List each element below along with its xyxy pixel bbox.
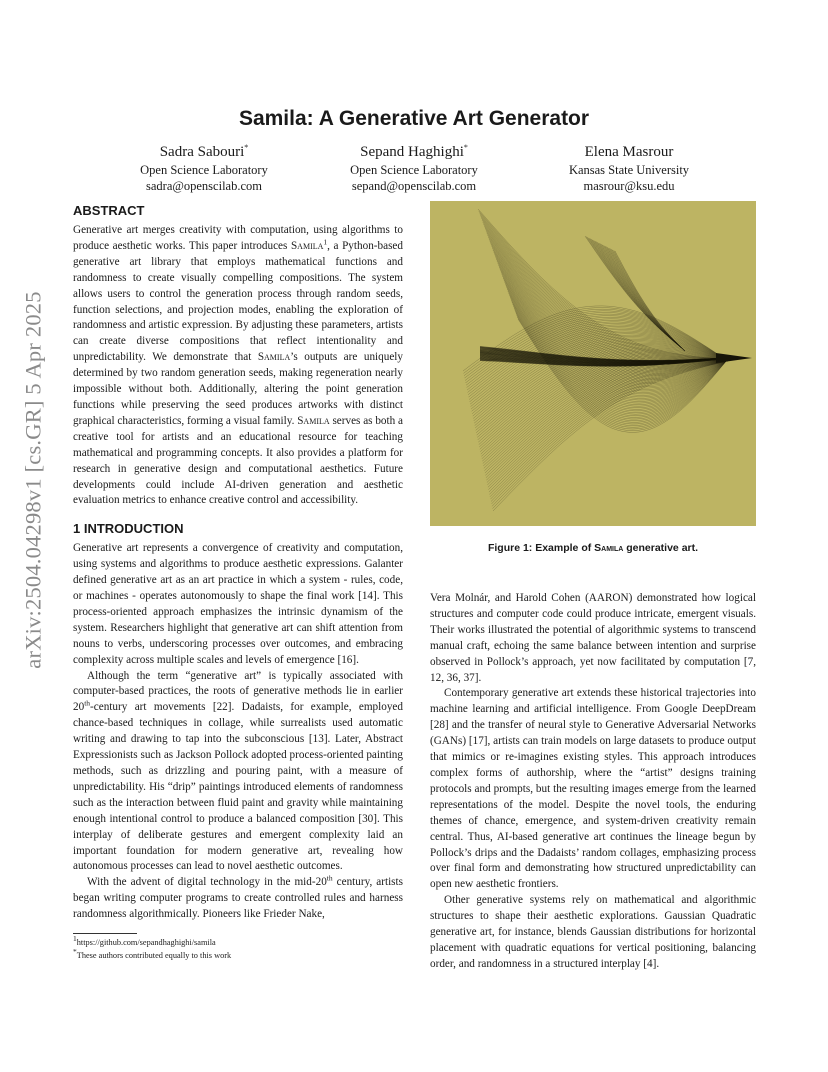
author-affiliation: Open Science Laboratory bbox=[140, 163, 268, 177]
author-3 bbox=[519, 142, 739, 194]
right-column bbox=[430, 591, 756, 973]
author-affiliation: Kansas State University bbox=[568, 163, 690, 177]
footnote-link[interactable]: https://github.com/sepandhaghighi/samila bbox=[76, 938, 216, 947]
author-email[interactable]: sadra@openscilab.com bbox=[146, 179, 262, 193]
author-email[interactable]: sepand@openscilab.com bbox=[351, 179, 477, 193]
footnotes bbox=[73, 933, 403, 962]
intro-paragraph-1: Generative art represents a convergence of creativity and computation, using systems and algorithms to produce aesthetic expressions. Galanter defined generative art as an art practice in which a system - rules, code, or machines - operates autonomously to shape the final work [14]. This process-oriented approach emphasizes the intrinsic dynamism of the system. Researchers highlight that generative art can shift attention from nouns to verbs, underscoring processes over outcomes, and embracing complexity across multiple scales and levels of emergence [16]. bbox=[73, 542, 403, 666]
figure-caption: Figure 1: Example of Samila generative art. bbox=[487, 542, 699, 554]
abstract-heading: ABSTRACT bbox=[73, 203, 145, 218]
author-affiliation: Open Science Laboratory bbox=[350, 163, 478, 177]
figure-samila-art bbox=[430, 201, 756, 526]
abstract-text: Generative art merges creativity with computation, using algorithms to produce aesthetic works. This paper introduces Samila$^1$, a Python-based generative art library that employs mathematical functions and randomness to create visually compelling compositions. The system allows users to control the generation process through random seeds, function selections, and projection modes, enabling the exploration of randomness and artistic expression. By adjusting these parameters, artists can create diverse compositions that reflect intentionality and unpredictability. We demonstrate that Samila’s outputs are uniquely determined by two random generation seeds, making regeneration nearly impossible without both. Additionally, altering the point generation functions while preserving the seed produces artworks with distinct graphical characteristics, forming a visual family. Samila serves as both a creative tool for artists and an educational resource for teaching mathematical and programming concepts. It also provides a platform for research in generative design and computational aesthetics. Future developments could include AI-driven generation and aesthetic evaluation metrics to enhance creative control and accessibility. bbox=[73, 224, 403, 507]
right-paragraph-3: Other generative systems rely on mathematical and algorithmic structures to shape their aesthetic explorations. Gaussian Quadratic generative art, for instance, blends Gaussian distributions for horizontal placement with quadratic equations for vertical positioning, balancing order, and randomness in a structured interplay [4]. bbox=[430, 894, 756, 970]
author-email[interactable]: masrour@ksu.edu bbox=[583, 179, 675, 193]
author-name: Elena Masrour bbox=[584, 144, 674, 160]
footnote-2: *These authors contributed equally to this work bbox=[73, 946, 232, 960]
left-column bbox=[73, 203, 403, 923]
author-2: Sepand Haghighi* Open Science Laboratory sepand@openscilab.com bbox=[304, 142, 524, 194]
right-paragraph-1: Vera Molnár, and Harold Cohen (AARON) demonstrated how logical structures and computer code could produce intricate, emergent visuals. Their works illustrated the potential of algorithmic systems to transcend manual craft, echoing the same balance between intention and surprise observed in Pollock’s approach, yet now facilitated by computation [7, 12, 36, 37]. bbox=[430, 592, 756, 684]
arxiv-stamp: arXiv:2504.04298v1 [cs.GR] 5 Apr 2025 bbox=[21, 291, 46, 669]
footnote-ref[interactable]: 1 bbox=[323, 237, 328, 247]
paper-title: Samila: A Generative Art Generator bbox=[238, 107, 590, 130]
author-name: Sepand Haghighi bbox=[360, 144, 464, 160]
footnote-1: $^1$https://github.com/sepandhaghighi/samila bbox=[73, 934, 216, 947]
right-paragraph-2: Contemporary generative art extends these historical trajectories into machine learning and artificial intelligence. From Google DeepDream [28] and the transfer of neural style to Generative Adversarial Networks (GANs) [17], artists can train models on large datasets to produce output that mimics or re-imagines existing styles. This approach introduces complex forms of authorship, where the “artist” designs training protocols and prompts, but the resulting images emerge from the learned representations of the model. Despite the novel tools, the enduring themes of chance, emergence, and system-driven creativity remain central. Thus, AI-based generative art continues the lineage begun by Pollock’s drips and the Dadaists’ random collages, emphasizing process over final form and demonstrating how structured unpredictability can open new aesthetic frontiers. bbox=[430, 687, 756, 891]
author-name: Sadra Sabouri bbox=[159, 144, 245, 160]
author-1: Sadra Sabouri* Open Science Laboratory sadra@openscilab.com bbox=[94, 142, 314, 194]
generative-art-image bbox=[430, 201, 756, 526]
intro-paragraph-2: Although the term “generative art” is typically associated with computer-based practices, the roots of generative methods lie in earlier 20th-century art movements [22]. Dadaists, for example, employed chance-based techniques in collage, while surrealists used automatic writing and drawing to tap into the subconscious [13]. Later, Abstract Expressionists such as Jackson Pollock adopted process-oriented painting methods, such as drizzling and pouring paint, with a measure of unpredictability. His “drip” paintings introduced elements of randomness such as the interaction between fluid paint and gravity while maintaining enough intentional control to produce a balanced composition [30]. This interplay of deliberate gestures and emergent complexity laid an important foundation for modern generative art, revealing how autonomous processes can lead to novel aesthetic outcomes. bbox=[73, 669, 403, 873]
footnote-rule bbox=[73, 933, 137, 934]
introduction-heading: 1 INTRODUCTION bbox=[73, 521, 184, 537]
intro-paragraph-3: With the advent of digital technology in the mid-20th century, artists began writing computer programs to create controlled rules and harness randomness algorithmically. Pioneers like Frieder Nake, bbox=[73, 873, 403, 921]
